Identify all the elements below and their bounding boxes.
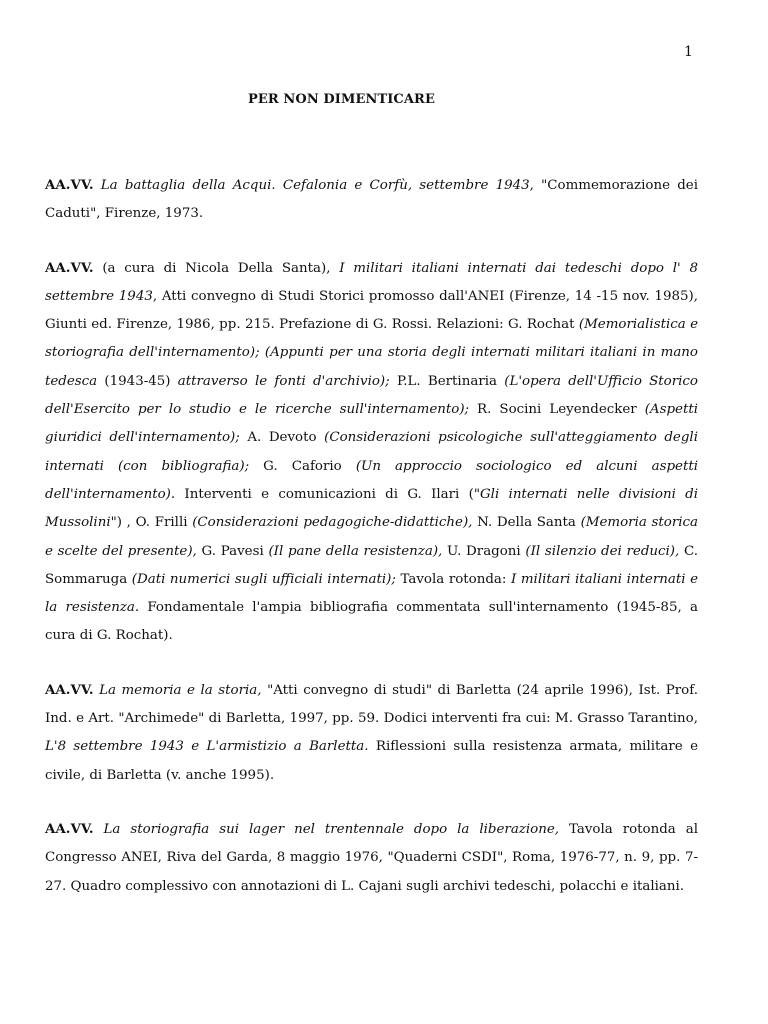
entry-italic-text: La storiografia sui lager nel trentennale dopo la liberazione, <box>103 821 560 837</box>
entry-text: "Atti convegno di studi" di Barletta (24 aprile 1996), Ist. Prof. Ind. e Art. "Archimede" di Barletta, 1997, pp. 59. Dodici interventi fra cui: M. Grasso Tarantino, <box>45 682 698 727</box>
entry-italic-text: (Considerazioni psicologiche sull'atteggiamento degli internati (con bibliografia); <box>45 430 698 474</box>
entry-italic-text: I militari italiani internati dai tedeschi dopo l' 8 settembre 1943 <box>45 260 699 304</box>
entry-italic-text: attraverso le fonti d'archivio); <box>177 373 390 389</box>
entry-text: U. Dragoni <box>442 543 526 559</box>
entry-text: (1943-45) <box>97 373 178 389</box>
entry-text: Tavola rotonda al Congresso ANEI, Riva del Garda, 8 maggio 1976, "Quaderni CSDI", Roma, 1976-77, n. 9, pp. 7-27. Quadro complessivo con annotazioni di L. Cajani sugli archivi tedeschi, polacchi e italiani. <box>45 821 699 894</box>
entry-text: (a cura di Nicola Della Santa), <box>93 260 340 276</box>
entry-text: N. Della Santa <box>472 515 581 531</box>
entry-text <box>94 822 104 837</box>
entry-text: A. Devoto <box>239 430 325 446</box>
entry-italic-text: La memoria e la storia, <box>99 682 262 698</box>
bibliography-entry <box>45 815 698 901</box>
bibliography-entry <box>45 254 698 651</box>
entry-italic-text: (Considerazioni pedagogiche-didattiche), <box>192 515 473 531</box>
entry-italic-text: (Memoria storica e scelte del presente), <box>45 515 698 559</box>
entry-italic-text: L'8 settembre 1943 e L'armistizio a Barletta. <box>45 739 369 755</box>
entry-italic-text: (Memorialistica e storiografia dell'internamento); (Appunti per una storia degli internati militari italiani in mano tedesca <box>45 317 698 389</box>
entry-italic-text: I militari italiani internati e la resistenza. <box>45 571 699 616</box>
entry-text: P.L. Bertinaria <box>389 373 505 389</box>
entry-text: Fondamentale l'ampia bibliografia commentata sull'internamento (1945-85, a cura di G. Rochat). <box>45 600 698 644</box>
entry-italic-text: (Un approccio sociologico ed alcuni aspetti dell'internamento). <box>45 458 698 502</box>
entry-author: AA.VV. <box>45 820 94 837</box>
entry-author: AA.VV. <box>45 681 94 698</box>
bibliography-entry <box>45 676 698 790</box>
entry-italic-text: (L'opera dell'Ufficio Storico dell'Esercito per lo studio e le ricerche sull'internamento); <box>45 373 698 418</box>
entry-text: G. Caforio <box>249 458 356 474</box>
entry-italic-text: (Il pane della resistenza), <box>268 543 443 559</box>
entry-italic-text: (Il silenzio dei reduci), <box>525 543 680 559</box>
entry-author: AA.VV. <box>45 177 94 193</box>
bibliography-entry <box>45 171 698 229</box>
page-title: PER NON DIMENTICARE <box>248 92 435 107</box>
entry-italic-text: (Dati numerici sugli ufficiali internati); <box>131 571 396 587</box>
entry-text: Riflessioni sulla resistenza armata, militare e civile, di Barletta (v. anche 1995). <box>45 739 698 783</box>
entry-italic-text: La battaglia della Acqui. Cefalonia e Corfù, settembre 1943 <box>100 178 530 193</box>
entry-text: Tavola rotonda: <box>395 571 511 587</box>
entry-text: R. Socini Leyendecker <box>469 402 645 418</box>
page-number: 1 <box>684 44 693 60</box>
entry-text: Interventi e comunicazioni di G. Ilari (" <box>175 486 480 502</box>
entry-text: G. Pavesi <box>196 543 269 559</box>
entry-text: , Atti convegno di Studi Storici promosso dall'ANEI (Firenze, 14 -15 nov. 1985), Giunti ed. Firenze, 1986, pp. 215. Prefazione di G. Rossi. Relazioni: G. Rochat <box>45 288 698 333</box>
entry-text: ") , O. Frilli <box>110 515 193 531</box>
entry-italic-text: (Aspetti giuridici dell'internamento); <box>45 402 699 446</box>
entry-italic-text: Gli internati nelle divisioni di Mussolini <box>45 486 698 531</box>
entry-text: , "Commemorazione dei Caduti", Firenze, 1973. <box>45 178 698 222</box>
entry-text <box>94 178 101 193</box>
entry-author: AA.VV. <box>45 259 94 276</box>
bibliography-list <box>45 171 698 926</box>
entry-text: C. Sommaruga <box>45 543 699 587</box>
